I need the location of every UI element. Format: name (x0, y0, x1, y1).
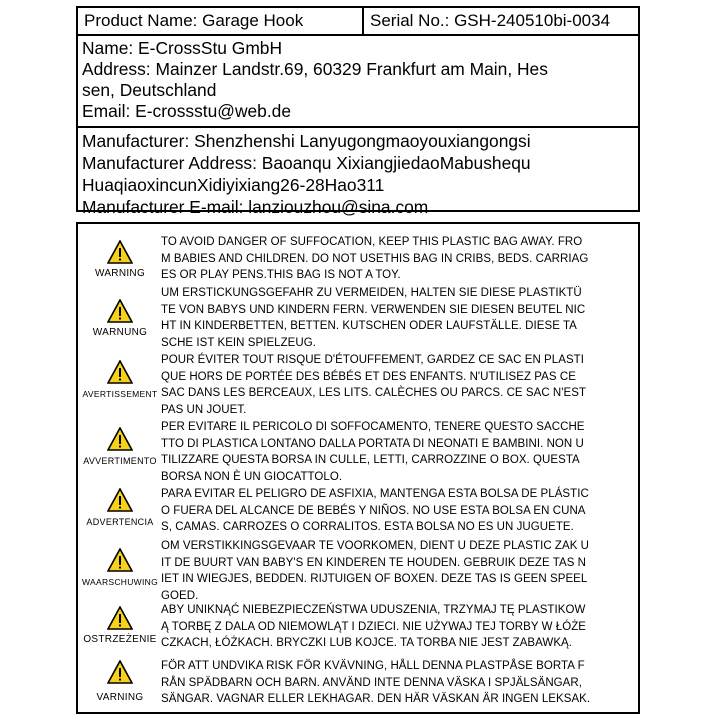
warning-label: WARNING (94, 268, 146, 279)
warning-icon-wrap (82, 606, 158, 646)
warning-triangle-icon (107, 240, 133, 264)
warning-triangle-icon (107, 660, 133, 684)
warning-text-line: ES OR PLAY PENS.THIS BAG IS NOT A TOY. (161, 269, 401, 282)
manufacturer-address-line1: Manufacturer Address: Baoanqu XixiangjiedaoMabushequ (82, 153, 531, 173)
warning-icon-wrap (82, 299, 158, 339)
manufacturer-email: Manufacturer E-mail: lanziouzhou@sina.com (82, 197, 429, 217)
warning-text (161, 352, 635, 418)
warning-text-line: IT DE BUURT VAN BABY'S EN KINDEREN TE HOUDEN. GEBRUIK DEZE TAS N (161, 556, 587, 569)
warning-triangle-icon (107, 360, 133, 384)
manufacturer-name: Manufacturer: Shenzhenshi Lanyugongmaoyouxiangongsi (82, 131, 531, 151)
warning-text-line: TE VON BABYS UND KINDERN FERN. VERWENDEN SIE DIESEN BEUTEL NIC (161, 303, 586, 316)
importer-address-line2: sen, Deutschland (82, 80, 217, 100)
warning-text-line: SCHE IST KEIN SPIELZEUG. (161, 336, 317, 349)
warning-triangle-icon (107, 606, 133, 630)
warning-text-line: OM VERSTIKKINGSGEVAAR TE VOORKOMEN, DIENT U DEZE PLASTIC ZAK U (161, 540, 590, 552)
importer-section (78, 36, 638, 128)
warning-triangle-icon (107, 427, 133, 451)
product-name: Product Name: Garage Hook (78, 8, 364, 34)
warning-text-line: BORSA NON È UN GIOCATTOLO. (161, 470, 343, 483)
importer-email: Email: E-crossstu@web.de (82, 101, 292, 121)
warning-label: ADVERTENCIA (86, 517, 154, 527)
product-header-row (78, 8, 638, 36)
warning-text-line: Ą TORBĘ Z DALA OD NIEMOWLĄT I DZIECI. NIE UŻYWAJ TEJ TORBY W ŁÓŻE (161, 620, 586, 633)
warning-text-line: TTO DI PLASTICA LONTANO DALLA PORTATA DI NEONATI E BAMBINI. NON U (161, 437, 584, 450)
warning-text-line: UM ERSTICKUNGSGEFAHR ZU VERMEIDEN, HALTEN SIE DIESE PLASTIKTÜ (161, 287, 582, 299)
warning-text (161, 285, 635, 351)
warning-text-line: GOED. (161, 589, 199, 602)
warning-text-line: POUR ÉVITER TOUT RISQUE D'ÉTOUFFEMENT, GARDEZ CE SAC EN PLASTI (161, 354, 584, 366)
manufacturer-address-line2: HuaqiaoxincunXidiyixiang26-28Hao311 (82, 175, 385, 195)
warning-text-line: SAC DANS LES BERCEAUX, LES LITS. CALÈCHES OU PARCS. CE SAC N'EST (161, 387, 587, 400)
warning-label: OSTRZEŻENIE (83, 634, 157, 645)
warning-text (161, 602, 635, 652)
warning-label: AVERTISSEMENT (82, 389, 158, 399)
warning-text-line: FÖR ATT UNDVIKA RISK FÖR KVÄVNING, HÅLL DENNA PLASTPÅSE BORTA F (161, 660, 585, 672)
warning-text (161, 234, 635, 284)
warning-label: WAARSCHUWING (82, 577, 159, 587)
warning-text-line: HT IN KINDERBETTEN, BETTEN. KUTSCHEN ODER LAUFSTÄLLE. DIESE TA (161, 320, 577, 333)
warning-icon-wrap (82, 360, 158, 400)
warning-text-line: QUE HORS DE PORTÉE DES BÉBÉS ET DES ENFANTS. N'UTILISEZ PAS CE (161, 370, 576, 383)
warning-text-line: TILIZZARE QUESTA BORSA IN CULLE, LETTI, CARROZZINE O BOX. QUESTA (161, 454, 580, 467)
manufacturer-section (78, 128, 638, 217)
warning-text-line: O FUERA DEL ALCANCE DE BEBÉS Y NIÑOS. NO USE ESTA BOLSA EN CUNA (161, 504, 586, 517)
warning-text-line: M BABIES AND CHILDREN. DO NOT USETHIS BAG IN CRIBS, BEDS. CARRIAG (161, 252, 589, 265)
warning-text-line: TO AVOID DANGER OF SUFFOCATION, KEEP THIS PLASTIC BAG AWAY. FRO (161, 236, 583, 248)
warning-label: AVVERTIMENTO (83, 456, 157, 466)
warning-icon-wrap (82, 427, 158, 467)
product-info-box (76, 6, 640, 217)
warning-text-line: IET IN WIEGJES, BEDDEN. RIJTUIGEN OF BOXEN. DEZE TAS IS GEEN SPEEL (161, 573, 588, 586)
suffocation-warning-box (76, 222, 640, 714)
warning-triangle-icon (107, 299, 133, 323)
importer-address-line1: Address: Mainzer Landstr.69, 60329 Frankfurt am Main, Hes (82, 59, 548, 79)
importer-name: Name: E-CrossStu GmbH (82, 38, 283, 58)
warning-icon-wrap (82, 548, 158, 588)
warning-icon-wrap (82, 660, 158, 704)
warning-text-line: S, CAMAS. CARROZES O CORRALITOS. ESTA BOLSA NO ES UN JUGUETE. (161, 521, 574, 534)
warning-text-line: CZKACH, ŁÓŻKACH. BRYCZKI LUB KOJCE. TA TORBA NIE JEST ZABAWKĄ. (161, 637, 573, 650)
warning-icon-wrap (82, 240, 158, 280)
warning-text-line: SÄNGAR. VAGNAR ELLER LEKHAGAR. DEN HÄR VÄSKAN ÄR INGEN LEKSAK. (161, 693, 591, 706)
warning-text-line: ABY UNIKNĄĆ NIEBEZPIECZEŃSTWA UDUSZENIA, TRZYMAJ TĘ PLASTIKOW (161, 604, 586, 616)
warning-text-line: PARA EVITAR EL PELIGRO DE ASFIXIA, MANTENGA ESTA BOLSA DE PLÁSTIC (161, 488, 589, 500)
warning-triangle-icon (107, 488, 133, 512)
warning-text (161, 419, 635, 485)
warning-text-line: PER EVITARE IL PERICOLO DI SOFFOCAMENTO, TENERE QUESTO SACCHE (161, 421, 585, 433)
serial-number: Serial No.: GSH-240510bi-0034 (370, 11, 611, 30)
warning-text-line: PAS UN JOUET. (161, 403, 247, 416)
warning-text (161, 538, 635, 604)
warning-text (161, 486, 635, 536)
warning-text (161, 658, 635, 708)
warning-triangle-icon (107, 548, 133, 572)
warning-label: WARNUNG (92, 327, 148, 338)
warning-label: VARNING (96, 692, 144, 703)
warning-text-line: RÅN SPÄDBARN OCH BARN. ANVÄND INTE DENNA VÄSKA I SPJÄLSÄNGAR, (161, 676, 582, 689)
warning-icon-wrap (82, 488, 158, 528)
